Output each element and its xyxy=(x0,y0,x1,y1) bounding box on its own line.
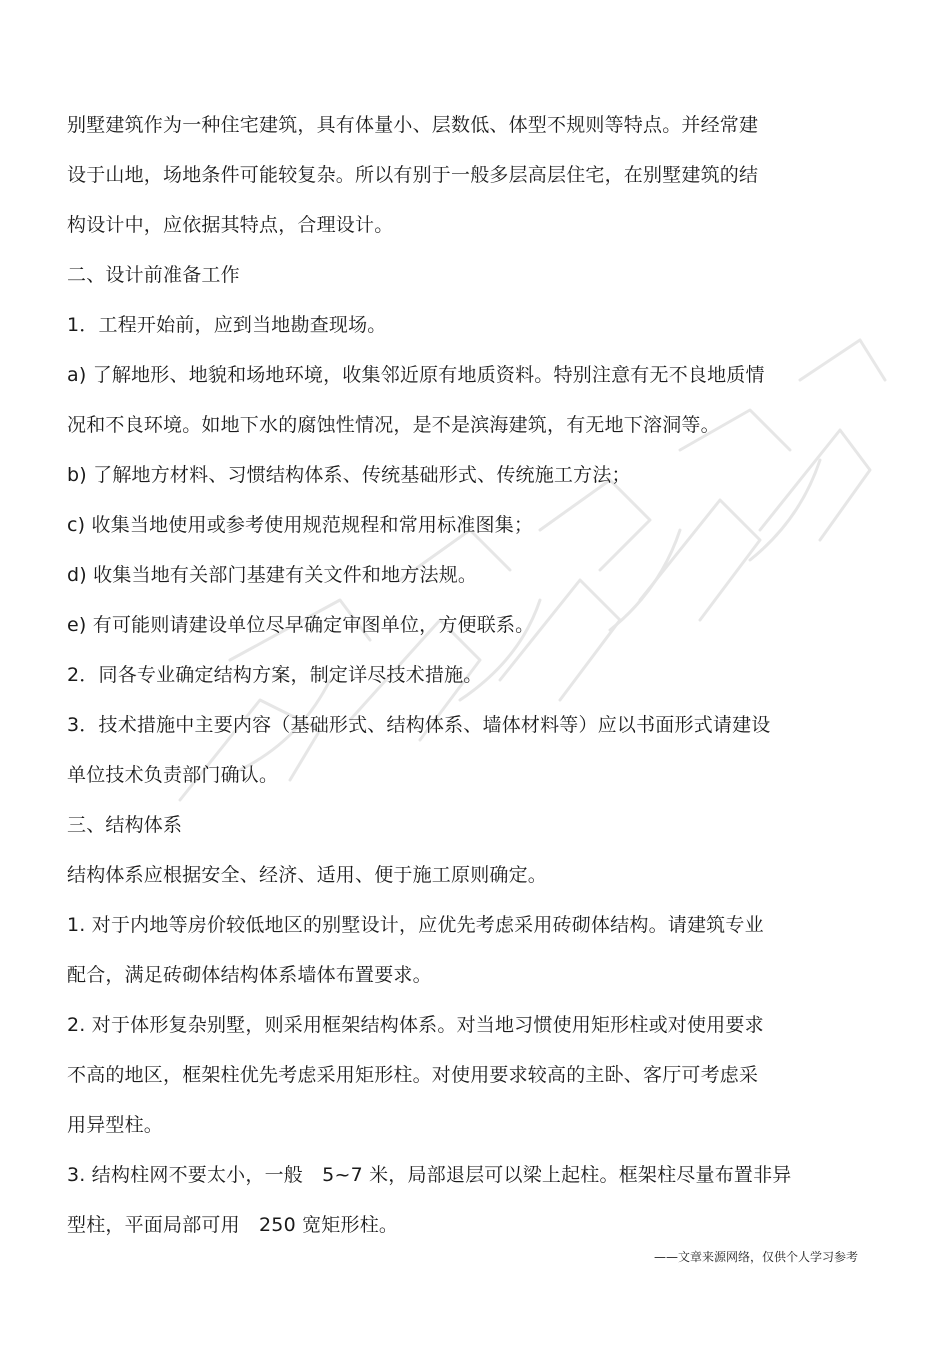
text-line: 单位技术负责部门确认。 xyxy=(67,764,279,786)
text-line: 结构体系应根据安全、经济、适用、便于施工原则确定。 xyxy=(67,864,548,886)
list-item: d) 收集当地有关部门基建有关文件和地方法规。 xyxy=(67,564,478,586)
list-item: a) 了解地形、地貌和场地环境，收集邻近原有地质资料。特别注意有无不良地质情 xyxy=(67,364,765,386)
text-line: 型柱，平面局部可用 250 宽矩形柱。 xyxy=(67,1214,399,1236)
text-line: 配合，满足砖砌体结构体系墙体布置要求。 xyxy=(67,964,432,986)
list-item: 3．技术措施中主要内容（基础形式、结构体系、墙体材料等）应以书面形式请建设 xyxy=(67,714,771,736)
footer-note: ——文章来源网络，仅供个人学习参考 xyxy=(653,1250,858,1264)
list-item: 1. 对于内地等房价较低地区的别墅设计，应优先考虑采用砖砌体结构。请建筑专业 xyxy=(67,914,764,936)
list-item: c) 收集当地使用或参考使用规范规程和常用标准图集； xyxy=(67,514,534,536)
text-line: 设于山地，场地条件可能较复杂。所以有别于一般多层高层住宅，在别墅建筑的结 xyxy=(67,164,759,186)
list-item: e) 有可能则请建设单位尽早确定审图单位，方便联系。 xyxy=(67,614,535,636)
list-item: 3. 结构柱网不要太小，一般 5~7 米，局部退层可以梁上起柱。框架柱尽量布置非异 xyxy=(67,1164,792,1186)
list-item: 2．同各专业确定结构方案，制定详尽技术措施。 xyxy=(67,664,483,686)
list-item: 2. 对于体形复杂别墅，则采用框架结构体系。对当地习惯使用矩形柱或对使用要求 xyxy=(67,1014,764,1036)
section-heading: 二、设计前准备工作 xyxy=(67,264,240,286)
section-heading: 三、结构体系 xyxy=(67,814,183,836)
text-line: 构设计中，应依据其特点，合理设计。 xyxy=(67,214,394,236)
list-item: b) 了解地方材料、习惯结构体系、传统基础形式、传统施工方法； xyxy=(67,464,631,486)
text-line: 不高的地区，框架柱优先考虑采用矩形柱。对使用要求较高的主卧、客厅可考虑采 xyxy=(67,1064,759,1086)
list-item: 1．工程开始前，应到当地勘查现场。 xyxy=(67,314,387,336)
body-text xyxy=(67,100,857,1250)
text-line: 况和不良环境。如地下水的腐蚀性情况，是不是滨海建筑，有无地下溶洞等。 xyxy=(67,414,720,436)
text-line: 别墅建筑作为一种住宅建筑，具有体量小、层数低、体型不规则等特点。并经常建 xyxy=(67,114,759,136)
text-line: 用异型柱。 xyxy=(67,1114,164,1136)
